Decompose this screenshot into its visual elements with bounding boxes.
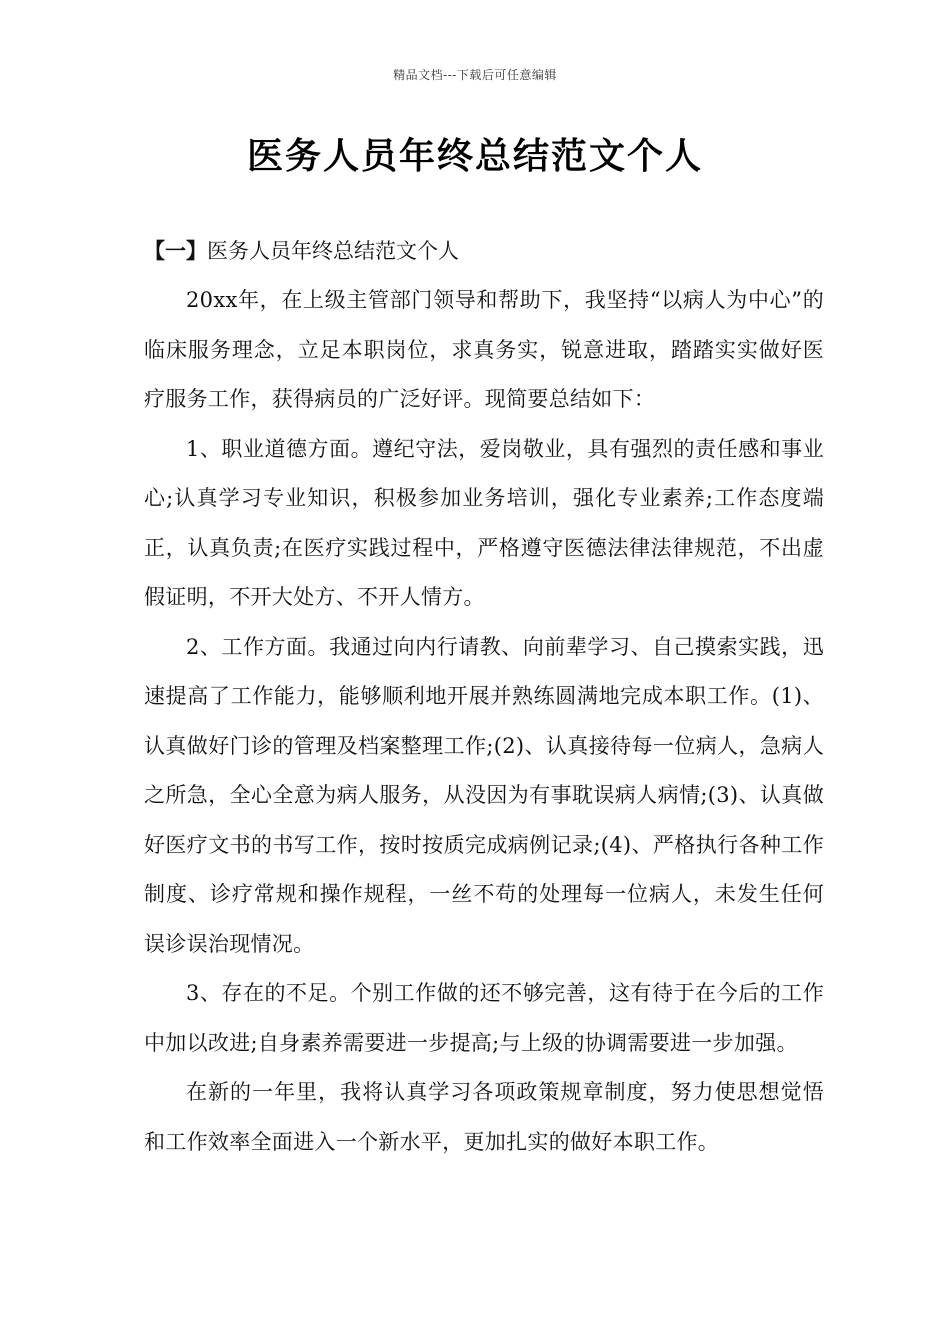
document-body <box>144 226 824 1167</box>
paragraph-intro: 20xx年，在上级主管部门领导和帮助下，我坚持“以病人为中心”的临床服务理念，立足本职岗位，求真务实，锐意进取，踏踏实实做好医疗服务工作，获得病员的广泛好评。现简要总结如下： <box>144 288 824 411</box>
paragraph-work: 2、工作方面。我通过向内行请教、向前辈学习、自己摸索实践，迅速提高了工作能力，能够顺利地开展并熟练圆满地完成本职工作。(1)、认真做好门诊的管理及档案整理工作;(2)、认真接待每一位病人，急病人之所急，全心全意为病人服务，从没因为有事耽误病人病情;(3)、认真做好医疗文书的书写工作，按时按质完成病例记录;(4)、严格执行各种工作制度、诊疗常规和操作规程，一丝不苟的处理每一位病人，未发生任何误诊误治现情况。 <box>144 634 824 956</box>
header-note: 精品文档---下载后可任意编辑 <box>393 68 557 82</box>
section-heading <box>144 226 824 276</box>
document-title: 医务人员年终总结范文个人 <box>246 135 703 177</box>
section-heading-text: 医务人员年终总结范文个人 <box>207 239 459 263</box>
paragraph-ethics: 1、职业道德方面。遵纪守法，爱岗敬业，具有强烈的责任感和事业心;认真学习专业知识，积极参加业务培训，强化专业素养;工作态度端正，认真负责;在医疗实践过程中，严格遵守医德法律法律规范，不出虚假证明，不开大处方、不开人情方。 <box>144 436 824 609</box>
section-marker: 【一】 <box>144 238 207 263</box>
paragraph-outlook: 在新的一年里，我将认真学习各项政策规章制度，努力使思想觉悟和工作效率全面进入一个新水平，更加扎实的做好本职工作。 <box>144 1080 824 1154</box>
paragraph-shortcomings: 3、存在的不足。个别工作做的还不够完善，这有待于在今后的工作中加以改进;自身素养需要进一步提高;与上级的协调需要进一步加强。 <box>144 981 824 1055</box>
